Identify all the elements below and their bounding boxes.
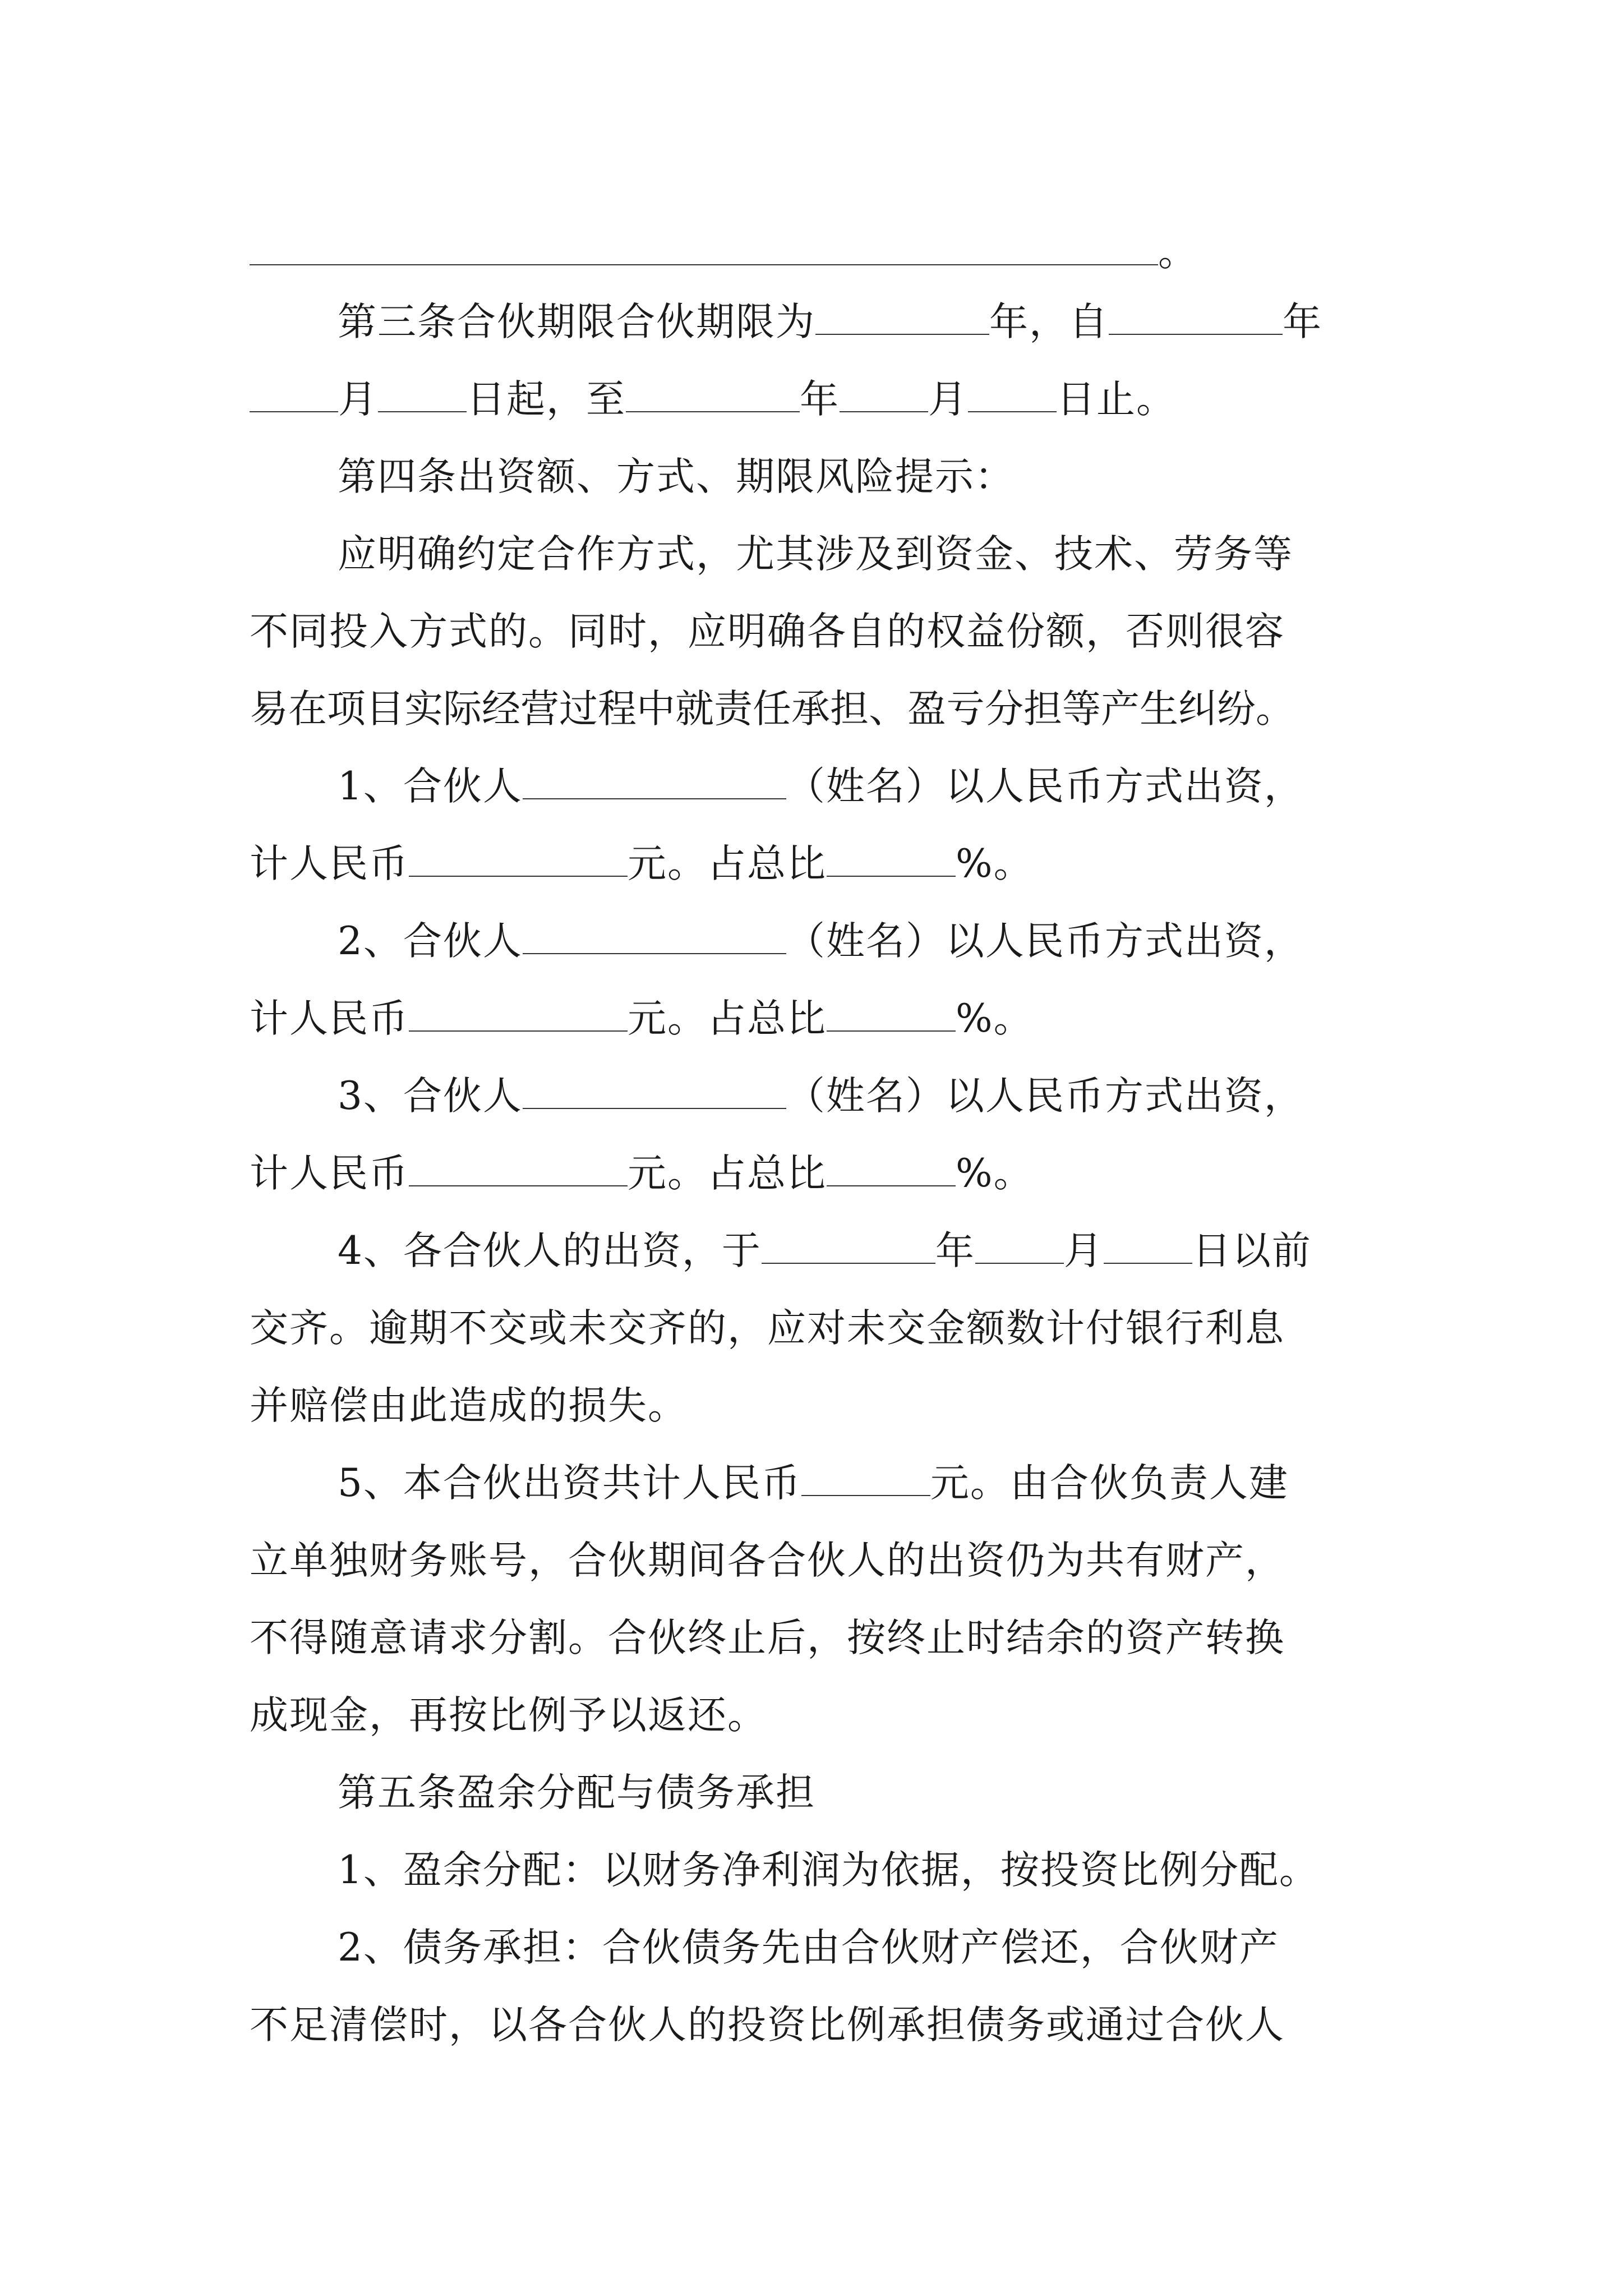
total-amount-blank[interactable] <box>801 1460 930 1496</box>
deadline-year-blank[interactable] <box>762 1228 935 1264</box>
partner-1-name-blank[interactable] <box>523 763 786 799</box>
partner-3-amount-blank[interactable] <box>409 1151 628 1186</box>
partner-1-line: 1、合伙人 （姓名）以人民币方式出资， <box>338 764 1304 809</box>
partner-3-percent-blank[interactable] <box>827 1151 956 1186</box>
deadline-day-blank[interactable] <box>1104 1228 1192 1264</box>
end-day-blank[interactable] <box>968 376 1057 412</box>
paragraph-line: 应明确约定合作方式，尤其涉及到资金、技术、劳务等 <box>338 532 1293 577</box>
fill-in-blank[interactable] <box>250 229 1158 265</box>
article-3-dates: 月 日起，至 年 月 日止。 <box>250 376 1176 423</box>
paragraph-line: 成现金，再按比例予以返还。 <box>250 1693 767 1738</box>
partner-2-amount-line: 计人民币 元。占总比 %。 <box>250 996 1034 1041</box>
partner-3-amount-line: 计人民币 元。占总比 %。 <box>250 1151 1034 1196</box>
start-year-blank[interactable] <box>1109 299 1283 335</box>
article-3-term: 第三条合伙期限合伙期限为 年，自 年 <box>338 300 1322 344</box>
total-contribution-line: 5、本合伙出资共计人民币 元。由合伙负责人建 <box>338 1461 1289 1506</box>
end-month-blank[interactable] <box>840 376 928 412</box>
partner-3-line: 3、合伙人 （姓名）以人民币方式出资， <box>338 1074 1304 1119</box>
article-4-heading: 第四条出资额、方式、期限风险提示： <box>338 454 1015 499</box>
paragraph-line: 1、盈余分配：以财务净利润为依据，按投资比例分配。 <box>338 1848 1319 1893</box>
partner-1-percent-blank[interactable] <box>827 841 956 877</box>
paragraph-line: 易在项目实际经营过程中就责任承担、盈亏分担等产生纠纷。 <box>250 687 1294 731</box>
partner-1-amount-line: 计人民币 元。占总比 %。 <box>250 841 1034 886</box>
deadline-month-blank[interactable] <box>975 1228 1064 1264</box>
partner-2-amount-blank[interactable] <box>409 996 628 1032</box>
paragraph-line: 交齐。逾期不交或未交齐的，应对未交金额数计付银行利息 <box>250 1306 1285 1351</box>
paragraph-line: 不同投入方式的。同时，应明确各自的权益份额，否则很容 <box>250 609 1285 654</box>
article-5-heading: 第五条盈余分配与债务承担 <box>338 1770 815 1815</box>
end-year-blank[interactable] <box>626 376 800 412</box>
partner-1-amount-blank[interactable] <box>409 841 628 877</box>
partner-2-line: 2、合伙人 （姓名）以人民币方式出资， <box>338 919 1304 964</box>
partner-3-name-blank[interactable] <box>523 1073 786 1109</box>
paragraph-line: 立单独财务账号，合伙期间各合伙人的出资仍为共有财产， <box>250 1538 1285 1583</box>
term-years-blank[interactable] <box>815 299 989 335</box>
partner-2-percent-blank[interactable] <box>827 996 956 1032</box>
contribution-deadline-line: 4、各合伙人的出资，于 年 月 日以前 <box>338 1228 1312 1273</box>
paragraph-line: 2、债务承担：合伙债务先由合伙财产偿还，合伙财产 <box>338 1925 1279 1970</box>
text-line <box>250 229 1198 276</box>
paragraph-line: 不足清偿时，以各合伙人的投资比例承担债务或通过合伙人 <box>250 2003 1285 2047</box>
start-day-blank[interactable] <box>378 376 467 412</box>
partner-2-name-blank[interactable] <box>523 918 786 954</box>
paragraph-line: 不得随意请求分割。合伙终止后，按终止时结余的资产转换 <box>250 1616 1285 1660</box>
paragraph-line: 并赔偿由此造成的损失。 <box>250 1383 688 1428</box>
start-month-blank[interactable] <box>250 376 338 412</box>
line-text: 。 <box>1158 230 1198 275</box>
